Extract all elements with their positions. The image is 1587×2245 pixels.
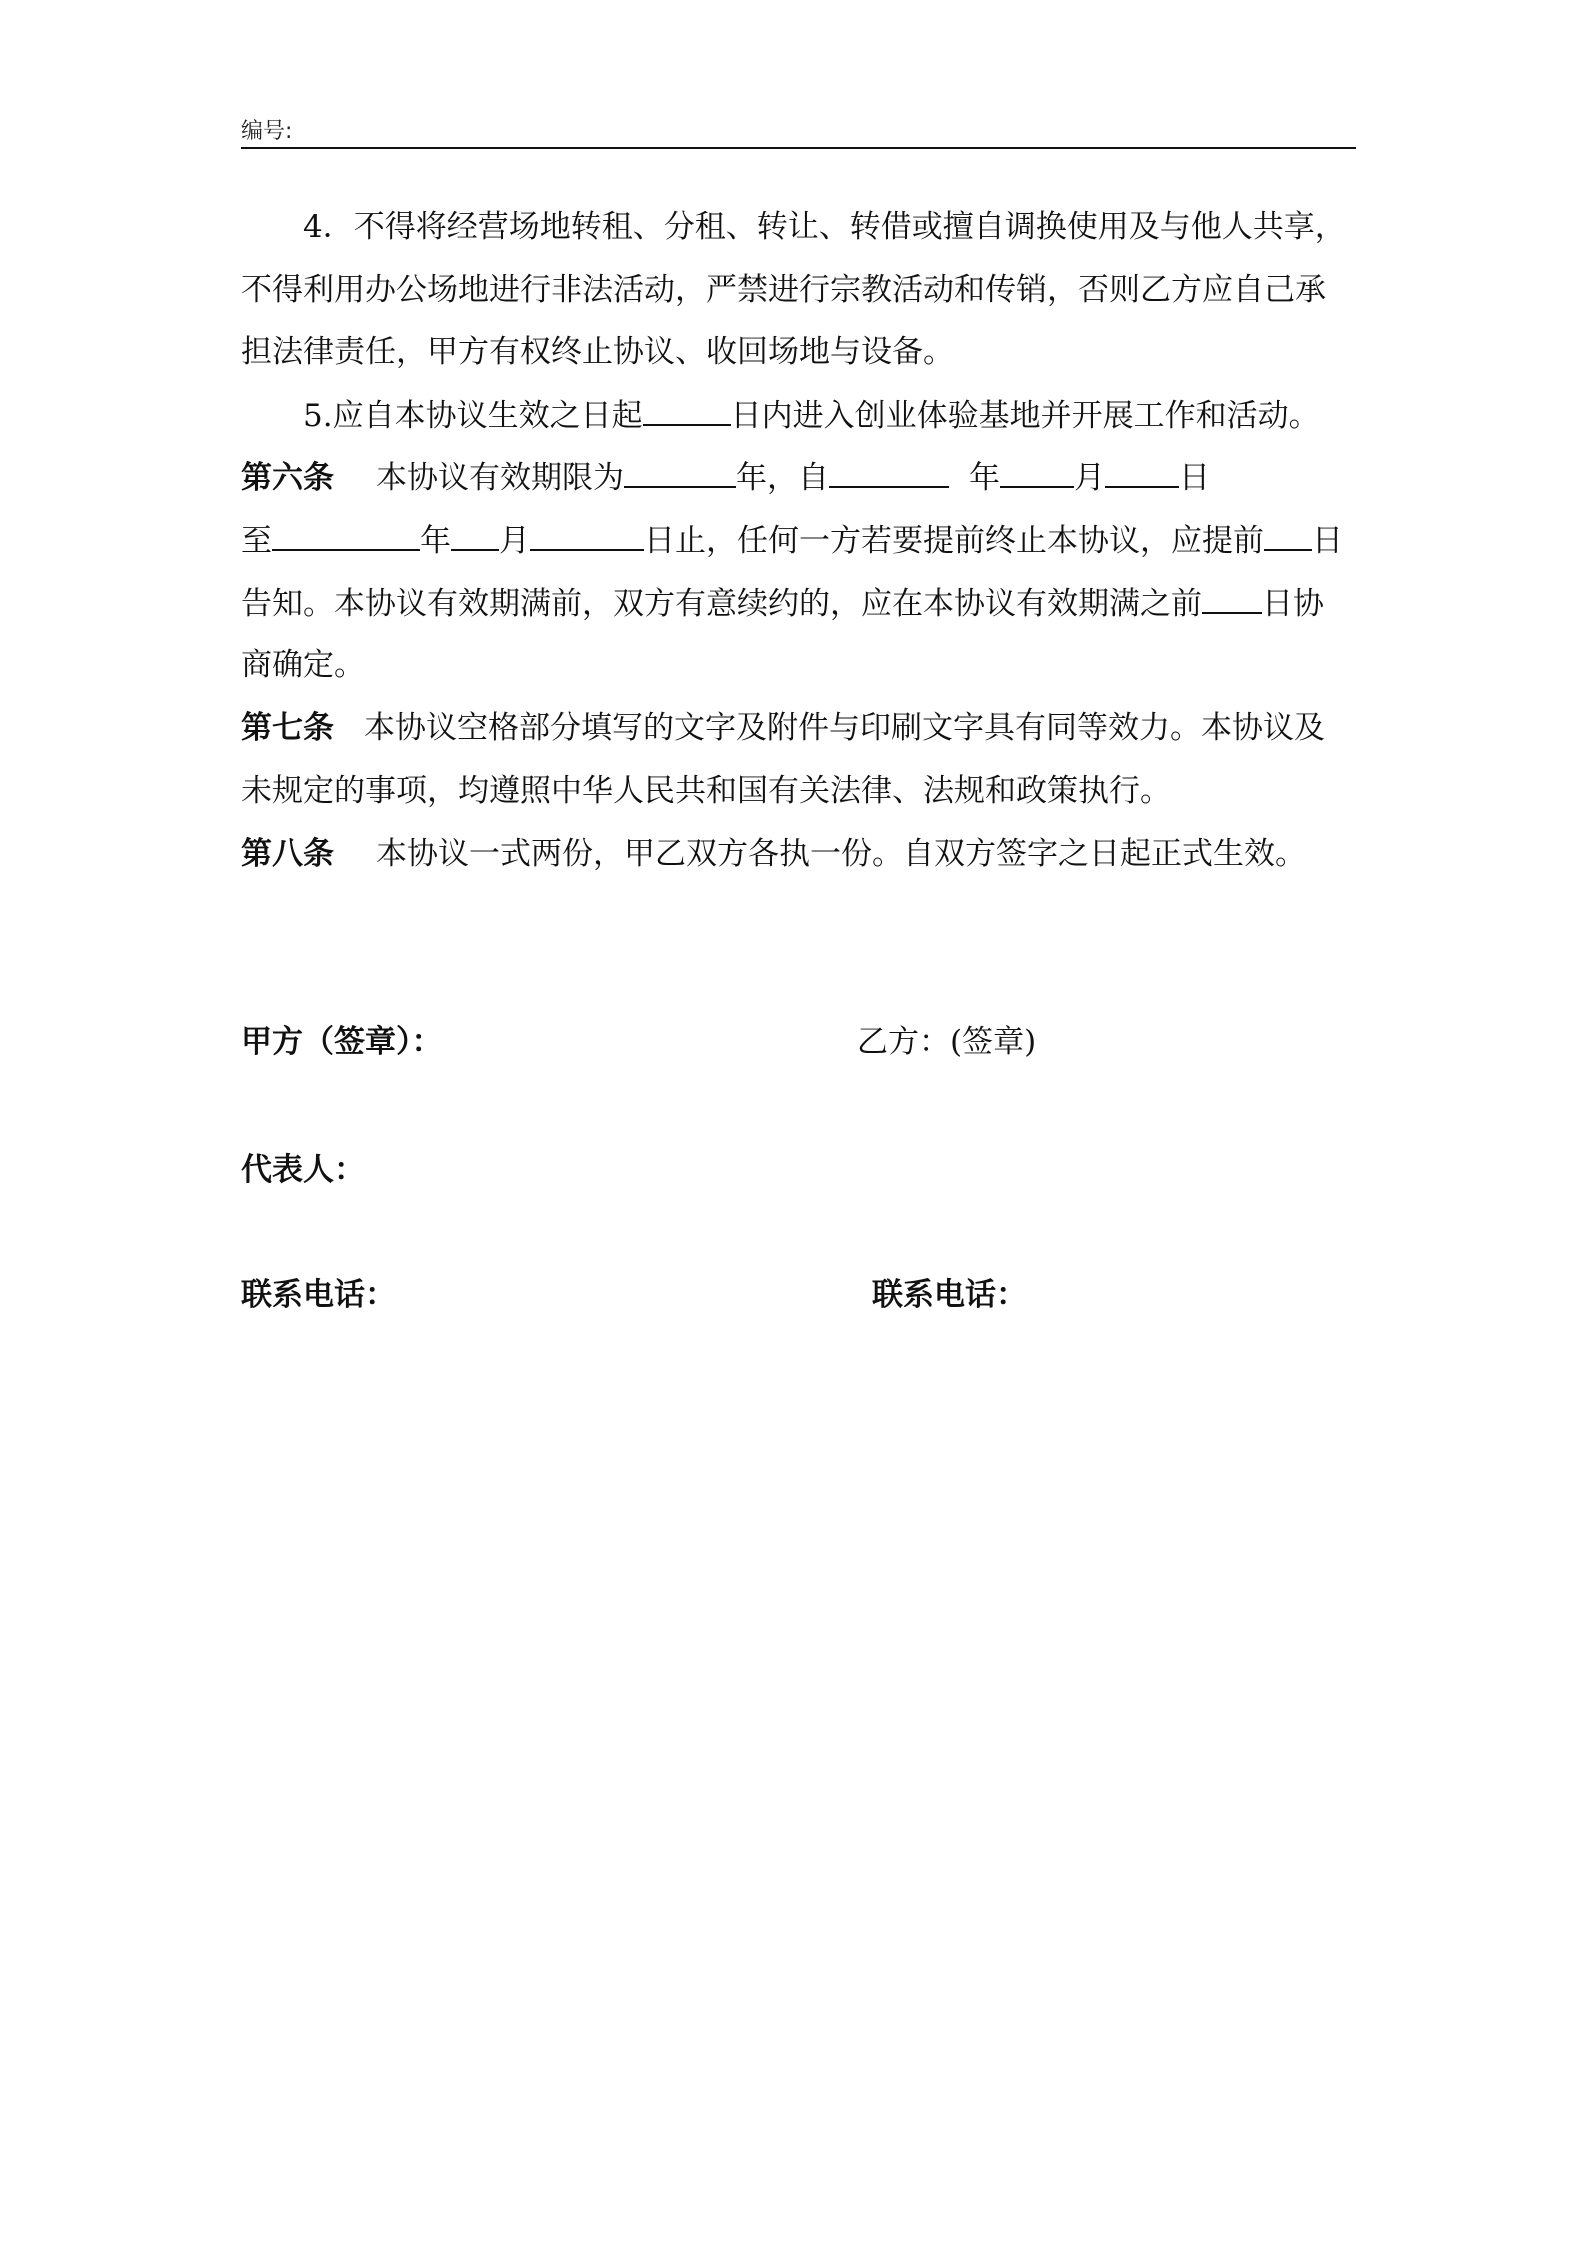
article6-start-day-blank[interactable] <box>1105 456 1179 488</box>
article6-end-day-blank[interactable] <box>530 519 644 551</box>
article6-text-c: 年 <box>969 460 1000 496</box>
article6-text-l: 日协 <box>1262 586 1324 622</box>
article6-text-i: 日止，任何一方若要提前终止本协议，应提前 <box>644 523 1264 559</box>
article8-line <box>241 834 1306 874</box>
article6-line1 <box>241 456 1210 498</box>
article8-title: 第八条 <box>241 836 334 872</box>
party-b-signature-label: 乙方：(签章) <box>857 1024 1037 1060</box>
article7-line1 <box>241 708 1325 748</box>
item5-line <box>303 394 1320 436</box>
article6-text-b: 年，自 <box>736 460 829 496</box>
article7-text-1: 本协议空格部分填写的文字及附件与印刷文字具有同等效力。本协议及 <box>364 710 1325 746</box>
header-divider <box>241 147 1356 149</box>
article6-term-blank[interactable] <box>624 456 736 488</box>
article6-line4: 商确定。 <box>241 647 365 683</box>
article6-text-h: 月 <box>499 523 530 559</box>
party-b-phone-label: 联系电话： <box>872 1277 1027 1313</box>
article6-start-year-blank[interactable] <box>829 456 949 488</box>
article6-notice-days-blank[interactable] <box>1264 519 1312 551</box>
article7-line2: 未规定的事项，均遵照中华人民共和国有关法律、法规和政策执行。 <box>241 773 1171 809</box>
article8-text: 本协议一式两份，甲乙双方各执一份。自双方签字之日起正式生效。 <box>376 836 1306 872</box>
article6-text-k: 告知。本协议有效期满前，双方有意续约的，应在本协议有效期满之前 <box>241 586 1202 622</box>
article6-text-e: 日 <box>1179 460 1210 496</box>
article6-text-j: 日 <box>1312 523 1343 559</box>
item5-text-b: 日内进入创业体验基地并开展工作和活动。 <box>730 398 1320 434</box>
article6-end-year-blank[interactable] <box>272 519 420 551</box>
article6-title: 第六条 <box>241 460 334 496</box>
article6-line2 <box>241 519 1343 561</box>
representative-label: 代表人： <box>241 1152 365 1188</box>
article6-text-g: 年 <box>420 523 451 559</box>
article6-text-f: 至 <box>241 523 272 559</box>
item4-line1: 4．不得将经营场地转租、分租、转让、转借或擅自调换使用及与他人共享， <box>303 209 1346 245</box>
item4-line2: 不得利用办公场地进行非法活动，严禁进行宗教活动和传销，否则乙方应自己承 <box>241 272 1326 308</box>
article6-start-month-blank[interactable] <box>1000 456 1074 488</box>
item4-line3: 担法律责任，甲方有权终止协议、收回场地与设备。 <box>241 334 954 370</box>
party-a-signature-label: 甲方（签章）： <box>241 1024 443 1060</box>
article6-renewal-days-blank[interactable] <box>1202 582 1262 614</box>
article6-text-d: 月 <box>1074 460 1105 496</box>
article6-line3 <box>241 582 1324 624</box>
item5-days-blank[interactable] <box>643 394 731 426</box>
article6-end-month-blank[interactable] <box>451 519 499 551</box>
document-number-label: 编号: <box>241 119 293 144</box>
article7-title: 第七条 <box>241 710 334 746</box>
article6-text-a: 本协议有效期限为 <box>376 460 624 496</box>
item5-text-a: 5.应自本协议生效之日起 <box>303 398 643 434</box>
party-a-phone-label: 联系电话： <box>241 1277 396 1313</box>
